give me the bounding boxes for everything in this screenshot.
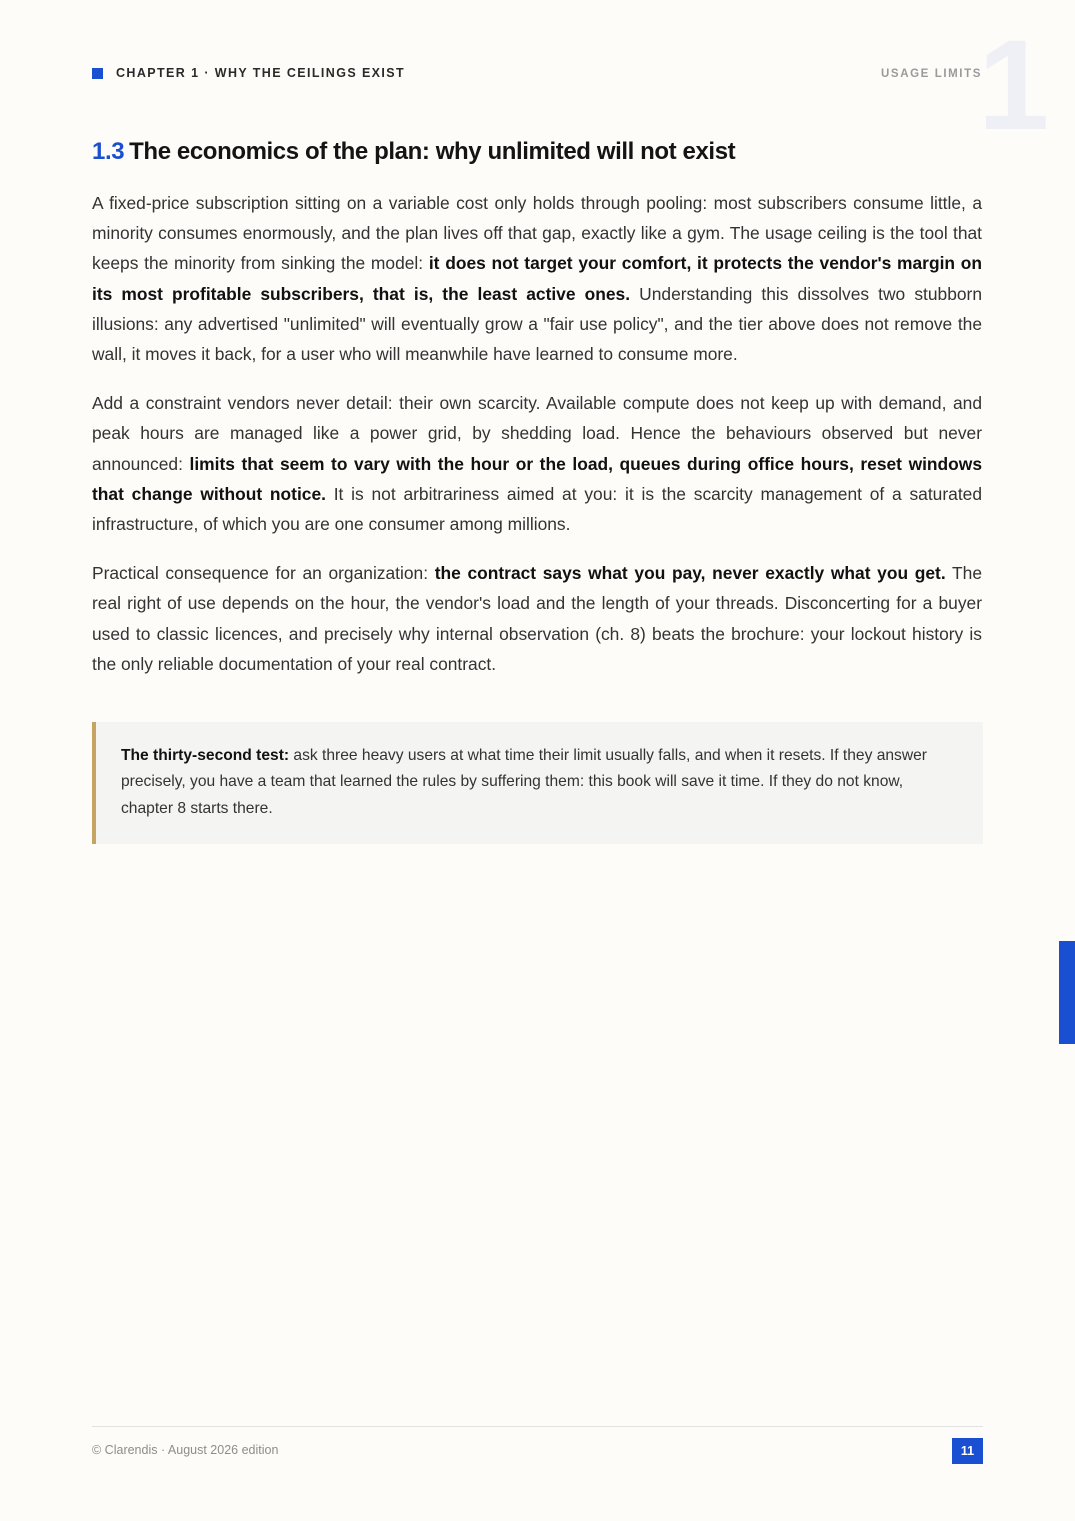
paragraph-pooling <box>92 188 982 369</box>
callout-text <box>121 743 957 822</box>
chapter-number-watermark: 1 <box>978 14 1050 157</box>
paragraph-scarcity <box>92 388 982 539</box>
header-marker-square <box>92 68 103 79</box>
paragraph-text: A fixed-price subscription sitting on a variable cost only holds through pooling: most subscribers consume little, a minority consumes enormously, and the plan lives off that gap, exactly like a gym. The usage ceiling is the tool that keeps the minority from sinking the model: <box>92 193 982 274</box>
book-label: USAGE LIMITS <box>881 68 982 80</box>
paragraph-emphasis: limits that seem to vary with the hour or the load, queues during office hours, reset windows that change without notice. <box>92 453 982 504</box>
paragraph-emphasis: it does not target your comfort, it protects the vendor's margin on its most profitable subscribers, that is, the least active ones. <box>92 253 982 304</box>
paragraph-text: Understanding this dissolves two stubborn illusions: any advertised "unlimited" will eventually grow a "fair use policy", and the tier above does not remove the wall, it moves it back, for a user who will meanwhile have learned to consume more. <box>92 283 982 365</box>
section-title: The economics of the plan: why unlimited will not exist <box>129 138 736 165</box>
body-text <box>92 188 982 698</box>
page-number: 11 <box>952 1438 983 1464</box>
paragraph-text: Practical consequence for an organization: <box>92 563 435 584</box>
paragraph-text: Add a constraint vendors never detail: their own scarcity. Available compute does not keep up with demand, and peak hours are managed like a power grid, by shedding load. Hence the behaviours observed but never announced: <box>92 393 982 474</box>
paragraph-emphasis: the contract says what you pay, never exactly what you get. <box>434 563 946 584</box>
chapter-side-tab <box>1059 941 1075 1044</box>
callout-lead: The thirty-second test: <box>121 747 290 764</box>
chapter-label: CHAPTER 1 · WHY THE CEILINGS EXIST <box>116 66 406 80</box>
footer-divider <box>92 1426 983 1427</box>
callout-box <box>92 722 983 844</box>
section-number: 1.3 <box>92 138 125 165</box>
paragraph-text: The real right of use depends on the hour, the vendor's load and the length of your threads. Disconcerting for a buyer used to classic licences, and precisely why internal observation (ch. 8) beats the brochure: your lockout history is the only reliable documentation of your real contract. <box>92 563 983 674</box>
callout-body: ask three heavy users at what time their limit usually falls, and when it resets. If they answer precisely, you have a team that learned the rules by suffering them: this book will save it time. If they do not know, chapter 8 starts there. <box>121 747 927 817</box>
paragraph-text: It is not arbitrariness aimed at you: it is the scarcity management of a saturated infrastructure, of which you are one consumer among millions. <box>92 483 982 535</box>
section-heading <box>92 138 735 166</box>
footer-edition: © Clarendis · August 2026 edition <box>92 1443 279 1457</box>
paragraph-consequence <box>92 558 982 679</box>
